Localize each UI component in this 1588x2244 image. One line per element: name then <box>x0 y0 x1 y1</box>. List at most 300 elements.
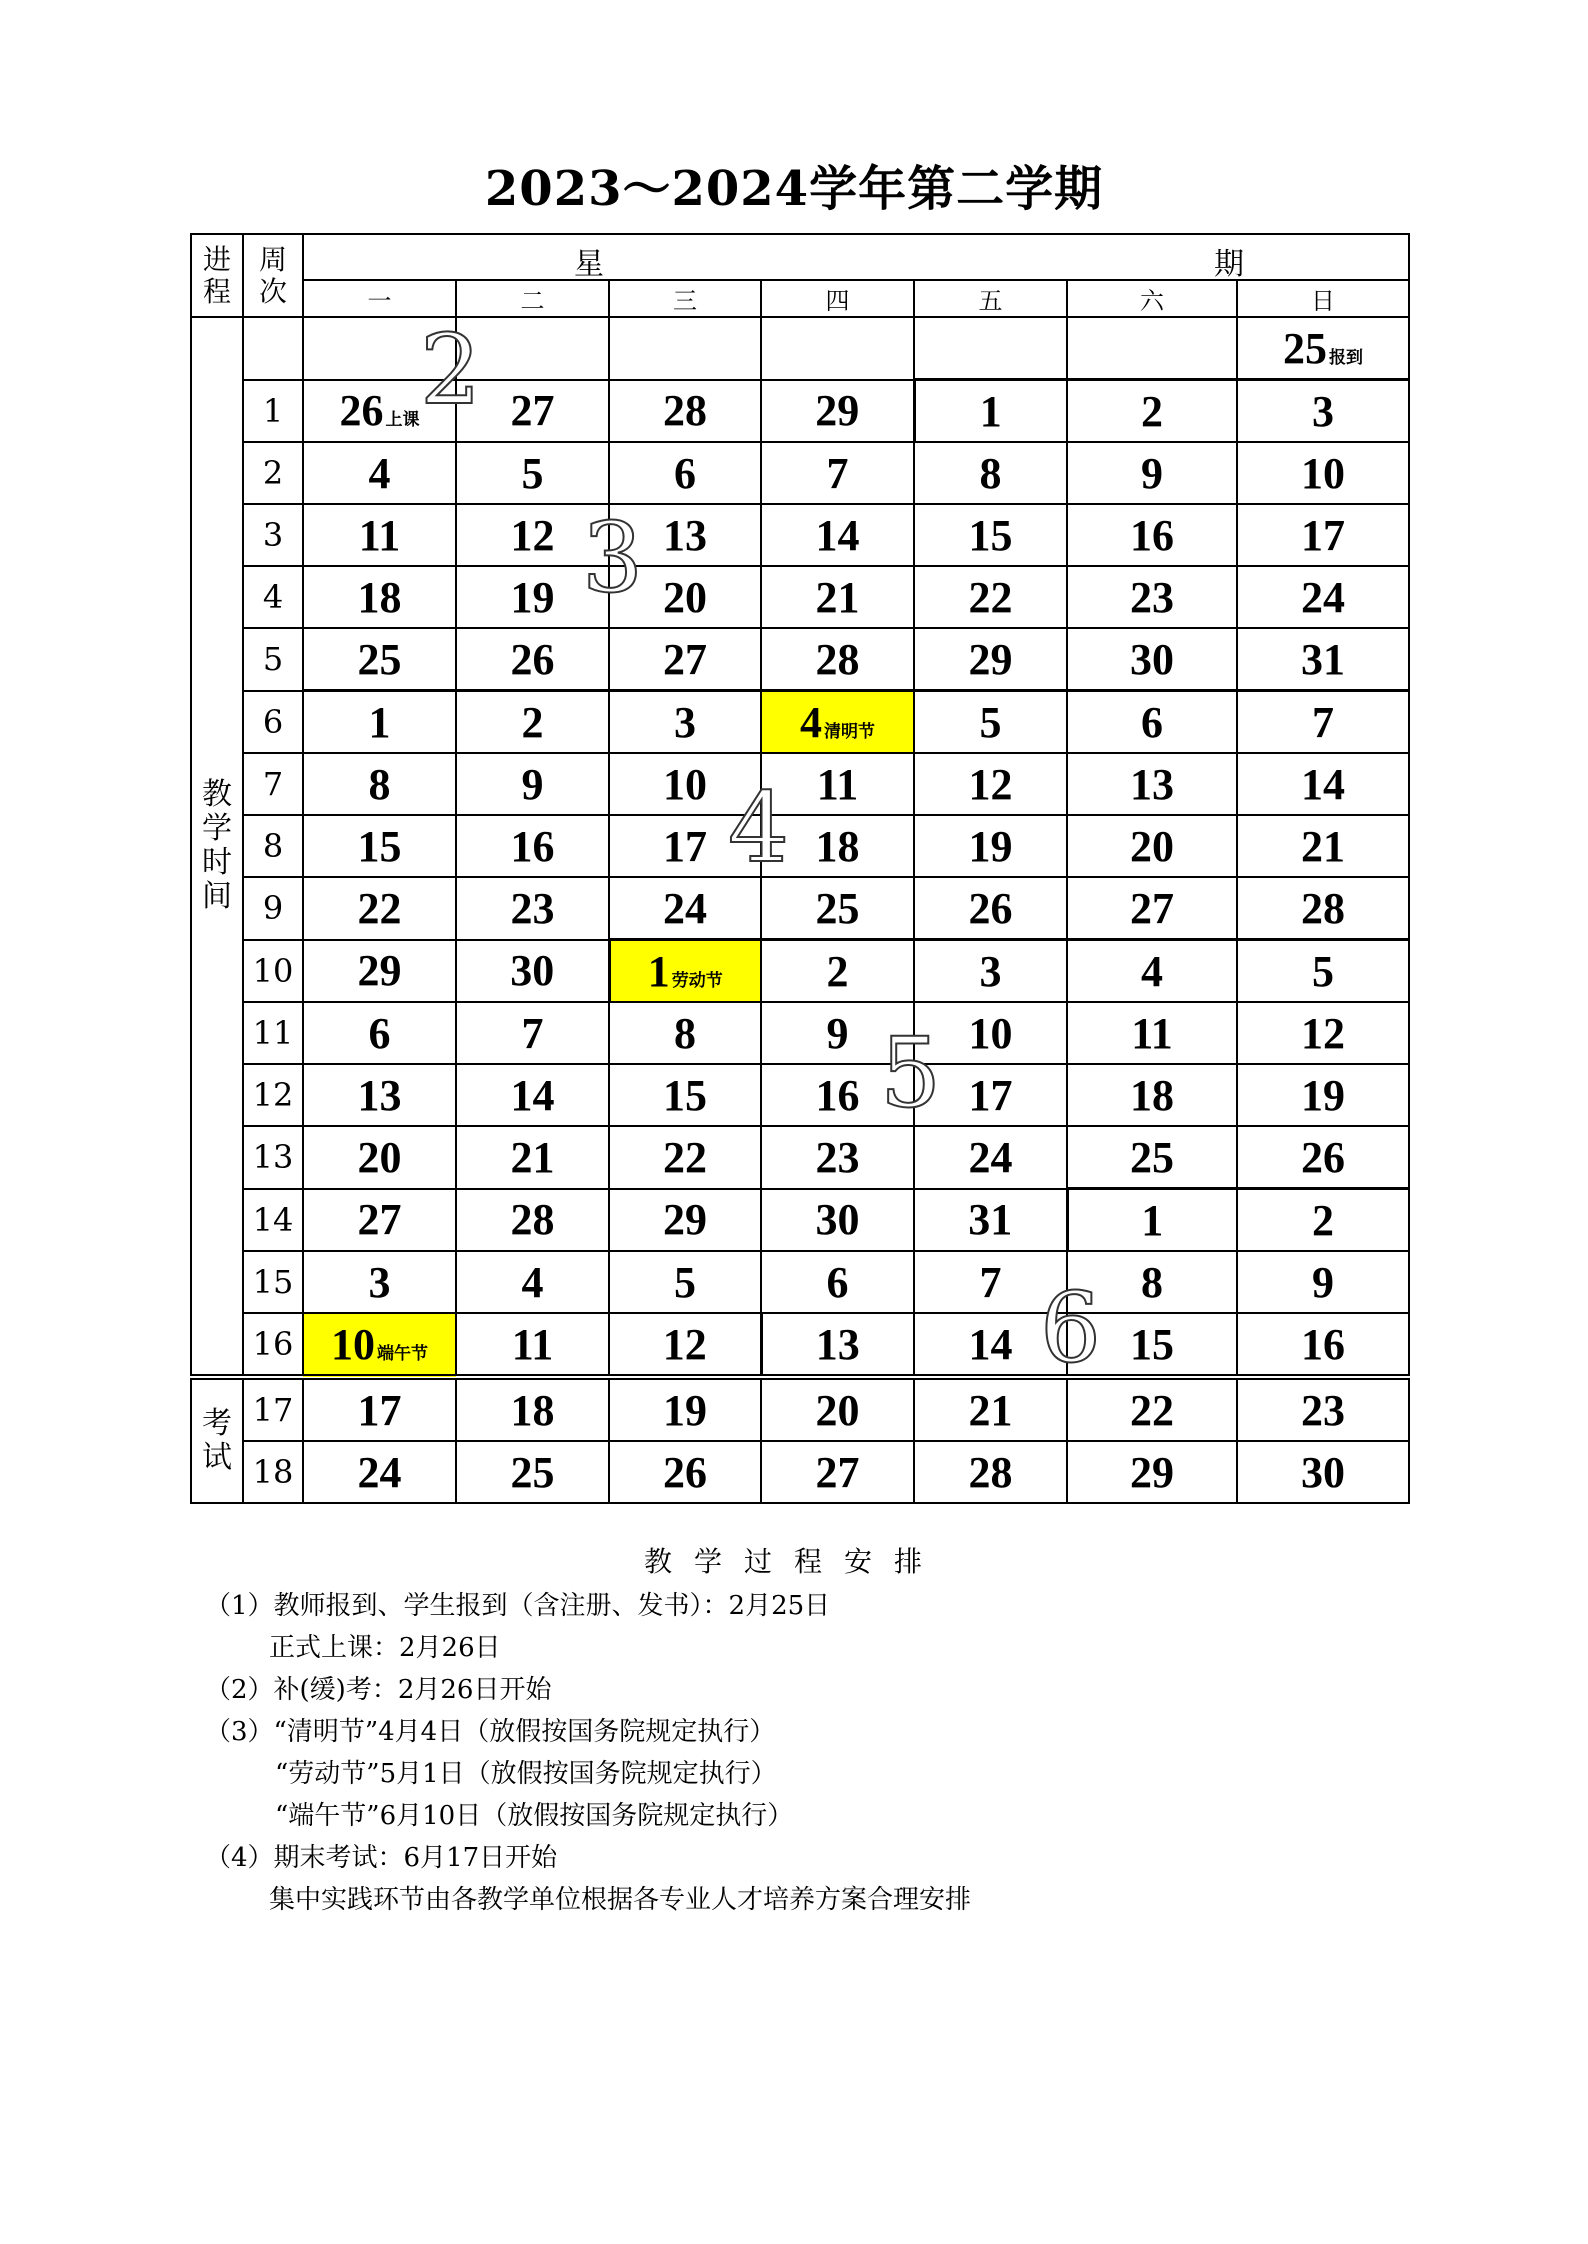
day-number: 18 <box>357 572 402 622</box>
day-cell <box>1237 877 1409 940</box>
day-number: 5 <box>674 1257 696 1307</box>
day-number: 29 <box>815 386 860 436</box>
week-row <box>191 380 1409 443</box>
day-number: 6 <box>368 1008 391 1058</box>
week-row <box>191 1189 1409 1252</box>
day-number: 10 <box>331 1319 375 1369</box>
day-number: 21 <box>968 1385 1013 1435</box>
day-number: 16 <box>815 1070 860 1120</box>
day-cell <box>456 691 609 754</box>
day-number: 9 <box>521 759 544 809</box>
day-cell <box>609 442 761 504</box>
day-number: 18 <box>1130 1070 1174 1120</box>
day-cell <box>1067 1189 1237 1252</box>
week-row <box>191 1251 1409 1313</box>
day-cell <box>1067 628 1237 691</box>
weekday-header: 日 <box>1237 280 1409 317</box>
week-number: 4 <box>243 566 303 628</box>
day-number: 8 <box>1141 1257 1163 1307</box>
day-cell <box>1237 566 1409 628</box>
day-number: 24 <box>1301 572 1346 622</box>
day-number: 21 <box>815 572 860 622</box>
day-cell <box>1237 1064 1409 1126</box>
day-cell <box>914 691 1067 754</box>
day-cell <box>914 504 1067 566</box>
day-number: 23 <box>1130 572 1174 622</box>
day-cell <box>456 1441 609 1503</box>
day-number: 10 <box>1301 448 1346 498</box>
day-cell <box>1237 628 1409 691</box>
day-number: 1 <box>647 946 670 996</box>
day-cell <box>303 1189 456 1252</box>
day-cell <box>609 877 761 940</box>
day-number: 11 <box>816 759 859 809</box>
day-number: 3 <box>1312 386 1335 436</box>
day-number: 14 <box>968 1319 1013 1369</box>
day-cell <box>609 566 761 628</box>
weekday-header: 二 <box>456 280 609 317</box>
day-cell <box>456 1189 609 1252</box>
day-note: 报到 <box>1329 347 1364 368</box>
day-number: 1 <box>1141 1195 1164 1245</box>
day-number: 30 <box>510 946 555 996</box>
day-cell <box>761 1064 914 1126</box>
day-number: 10 <box>663 759 707 809</box>
day-number: 30 <box>815 1195 860 1245</box>
day-number: 13 <box>663 510 707 560</box>
day-number: 19 <box>968 821 1013 871</box>
day-cell <box>1067 1251 1237 1313</box>
day-number: 2 <box>521 697 544 747</box>
day-number: 20 <box>357 1132 402 1182</box>
day-number: 7 <box>1312 697 1335 747</box>
day-cell <box>303 380 456 443</box>
week-number: 8 <box>243 815 303 877</box>
week-row <box>191 628 1409 691</box>
day-number: 4 <box>800 697 822 747</box>
day-cell <box>914 940 1067 1003</box>
day-cell <box>303 442 456 504</box>
day-number: 13 <box>815 1319 860 1369</box>
week-row <box>191 504 1409 566</box>
day-number: 6 <box>1141 697 1163 747</box>
note-line: （1）教师报到、学生报到（含注册、发书）：2月25日 <box>205 1591 831 1621</box>
day-cell <box>1067 1377 1237 1441</box>
day-number: 24 <box>968 1132 1013 1182</box>
day-cell <box>1067 566 1237 628</box>
month-marker-jun: 6 <box>1040 1272 1102 1384</box>
day-number: 26 <box>510 634 555 684</box>
day-number: 31 <box>968 1195 1013 1245</box>
day-cell <box>1237 691 1409 754</box>
month-marker-apr: 4 <box>728 772 790 884</box>
note-line: 集中实践环节由各教学单位根据各专业人才培养方案合理安排 <box>269 1885 972 1915</box>
weekday-group-header <box>303 234 1409 280</box>
day-cell <box>761 753 914 815</box>
day-cell <box>914 753 1067 815</box>
day-cell <box>1067 317 1237 380</box>
day-cell <box>1237 1002 1409 1064</box>
week-number: 14 <box>243 1189 303 1252</box>
note-line: “劳动节”5月1日（放假按国务院规定执行） <box>275 1759 777 1789</box>
day-number: 9 <box>1141 448 1163 498</box>
day-number: 14 <box>510 1070 555 1120</box>
day-cell <box>456 877 609 940</box>
day-cell <box>1067 1002 1237 1064</box>
page-title: 2023～2024学年第二学期 <box>484 161 1104 217</box>
day-number: 6 <box>674 448 696 498</box>
day-cell <box>609 815 761 877</box>
day-cell <box>456 628 609 691</box>
week-number: 17 <box>243 1377 303 1441</box>
week-number: 12 <box>243 1064 303 1126</box>
day-cell <box>1067 753 1237 815</box>
day-number: 13 <box>357 1070 402 1120</box>
day-cell <box>1237 1189 1409 1252</box>
exam-section-label: 考 试 <box>191 1377 243 1503</box>
day-number: 14 <box>1301 759 1346 809</box>
day-cell <box>456 1002 609 1064</box>
day-number: 26 <box>1301 1132 1346 1182</box>
day-cell <box>456 566 609 628</box>
day-number: 17 <box>663 821 707 871</box>
day-number: 15 <box>663 1070 707 1120</box>
holiday-cell <box>609 940 761 1003</box>
day-cell <box>761 1313 914 1377</box>
day-number: 14 <box>815 510 860 560</box>
week-number: 6 <box>243 691 303 754</box>
day-cell <box>456 940 609 1003</box>
day-cell <box>609 380 761 443</box>
day-number: 9 <box>826 1008 849 1058</box>
day-cell <box>1237 1377 1409 1441</box>
day-cell <box>609 504 761 566</box>
day-number: 27 <box>1130 883 1174 933</box>
day-cell <box>914 1441 1067 1503</box>
day-cell <box>1067 877 1237 940</box>
day-number: 24 <box>357 1447 402 1497</box>
notes-title: 教学过程安排 <box>643 1545 944 1578</box>
day-number: 27 <box>815 1447 860 1497</box>
day-cell <box>456 815 609 877</box>
day-cell <box>609 317 761 380</box>
day-cell <box>609 691 761 754</box>
day-number: 15 <box>357 821 402 871</box>
day-cell <box>303 317 456 380</box>
day-cell <box>914 566 1067 628</box>
day-cell <box>1237 442 1409 504</box>
day-number: 25 <box>815 883 860 933</box>
week-number: 1 <box>243 380 303 443</box>
progress-header: 进 程 <box>191 234 243 317</box>
day-number: 16 <box>1301 1319 1346 1369</box>
day-cell <box>303 1441 456 1503</box>
day-cell <box>1237 753 1409 815</box>
day-number: 2 <box>1141 386 1163 436</box>
day-number: 5 <box>979 697 1002 747</box>
week-number: 13 <box>243 1126 303 1189</box>
week-row <box>191 1313 1409 1377</box>
week-number <box>243 317 303 380</box>
day-number: 25 <box>1130 1132 1174 1182</box>
day-number: 28 <box>968 1447 1013 1497</box>
day-number: 1 <box>979 386 1002 436</box>
day-number: 22 <box>357 883 402 933</box>
day-cell <box>761 380 914 443</box>
week-row <box>191 753 1409 815</box>
day-number: 15 <box>968 510 1013 560</box>
day-number: 4 <box>521 1257 544 1307</box>
day-cell <box>456 442 609 504</box>
day-cell <box>1237 815 1409 877</box>
day-cell <box>761 940 914 1003</box>
day-number: 8 <box>979 448 1002 498</box>
day-number: 15 <box>1130 1319 1174 1369</box>
day-cell <box>303 504 456 566</box>
day-cell <box>609 1126 761 1189</box>
day-number: 22 <box>1130 1385 1174 1435</box>
day-cell <box>761 1251 914 1313</box>
day-number: 23 <box>1301 1385 1346 1435</box>
week-row <box>191 1002 1409 1064</box>
day-number: 23 <box>510 883 555 933</box>
day-cell <box>914 815 1067 877</box>
day-number: 4 <box>1141 946 1163 996</box>
day-cell <box>609 1313 761 1377</box>
day-cell <box>761 877 914 940</box>
day-number: 28 <box>663 386 707 436</box>
day-number: 3 <box>674 697 696 747</box>
day-cell <box>914 1251 1067 1313</box>
day-cell <box>456 753 609 815</box>
day-cell <box>303 1064 456 1126</box>
weekday-header: 六 <box>1067 280 1237 317</box>
day-cell <box>1237 1441 1409 1503</box>
day-number: 3 <box>368 1257 391 1307</box>
day-number: 11 <box>358 510 401 560</box>
day-number: 27 <box>663 634 707 684</box>
week-number: 5 <box>243 628 303 691</box>
day-number: 3 <box>979 946 1002 996</box>
day-number: 8 <box>674 1008 696 1058</box>
day-note: 端午节 <box>377 1343 428 1364</box>
day-number: 17 <box>1301 510 1346 560</box>
day-number: 29 <box>968 634 1013 684</box>
day-cell <box>914 317 1067 380</box>
day-cell <box>914 877 1067 940</box>
day-number: 21 <box>1301 821 1346 871</box>
day-cell <box>1067 504 1237 566</box>
note-line: （2）补(缓)考：2月26日开始 <box>205 1675 552 1705</box>
day-cell <box>303 1126 456 1189</box>
day-cell <box>303 877 456 940</box>
day-cell <box>914 1064 1067 1126</box>
day-number: 30 <box>1301 1447 1346 1497</box>
day-number: 16 <box>510 821 555 871</box>
week-row <box>191 317 1409 380</box>
day-cell <box>761 1441 914 1503</box>
week-row <box>191 691 1409 754</box>
day-cell <box>456 1251 609 1313</box>
day-number: 18 <box>510 1385 555 1435</box>
day-cell <box>1067 442 1237 504</box>
day-cell <box>609 1064 761 1126</box>
day-cell <box>456 1064 609 1126</box>
day-cell <box>456 1377 609 1441</box>
day-number: 30 <box>1130 634 1174 684</box>
day-cell <box>456 380 609 443</box>
holiday-cell <box>761 691 914 754</box>
weekday-header: 三 <box>609 280 761 317</box>
week-number: 10 <box>243 940 303 1003</box>
day-number: 12 <box>1301 1008 1346 1058</box>
day-number: 2 <box>1312 1195 1335 1245</box>
day-number: 7 <box>521 1008 544 1058</box>
day-cell <box>761 628 914 691</box>
day-number: 12 <box>662 1319 707 1369</box>
day-number: 12 <box>510 510 555 560</box>
day-number: 10 <box>968 1008 1013 1058</box>
day-cell <box>1067 1126 1237 1189</box>
day-number: 12 <box>968 759 1013 809</box>
week-number: 11 <box>243 1002 303 1064</box>
day-cell <box>1237 504 1409 566</box>
day-number: 5 <box>1312 946 1335 996</box>
day-cell <box>303 1002 456 1064</box>
day-cell <box>609 628 761 691</box>
day-number: 19 <box>1301 1070 1346 1120</box>
day-cell <box>914 1002 1067 1064</box>
day-number: 11 <box>1131 1008 1173 1058</box>
week-number: 2 <box>243 442 303 504</box>
weekday-header: 四 <box>761 280 914 317</box>
day-number: 24 <box>663 883 707 933</box>
day-number: 28 <box>510 1195 555 1245</box>
note-line: “端午节”6月10日（放假按国务院规定执行） <box>275 1801 794 1831</box>
day-number: 20 <box>663 572 707 622</box>
holiday-cell <box>303 1313 456 1377</box>
day-cell <box>1067 380 1237 443</box>
day-number: 25 <box>1283 323 1328 373</box>
day-cell <box>1067 691 1237 754</box>
week-number: 9 <box>243 877 303 940</box>
day-cell <box>1237 317 1409 380</box>
day-cell <box>456 1126 609 1189</box>
week-row <box>191 877 1409 940</box>
day-number: 21 <box>510 1132 555 1182</box>
day-number: 28 <box>815 634 860 684</box>
week-number: 7 <box>243 753 303 815</box>
day-cell <box>1067 815 1237 877</box>
week-number: 16 <box>243 1313 303 1377</box>
day-cell <box>914 1189 1067 1252</box>
day-number: 7 <box>979 1257 1002 1307</box>
day-number: 26 <box>968 883 1013 933</box>
day-cell <box>303 1377 456 1441</box>
day-cell <box>1237 940 1409 1003</box>
day-cell <box>914 1313 1067 1377</box>
day-note: 清明节 <box>824 721 875 742</box>
day-cell <box>1067 940 1237 1003</box>
week-header: 周 次 <box>243 234 303 317</box>
day-cell <box>456 504 609 566</box>
month-marker-feb: 2 <box>420 314 482 426</box>
day-cell <box>761 1189 914 1252</box>
day-cell <box>1237 1126 1409 1189</box>
day-note: 上课 <box>385 410 420 431</box>
day-cell <box>914 1377 1067 1441</box>
day-cell <box>609 1251 761 1313</box>
day-cell <box>1237 1251 1409 1313</box>
day-number: 9 <box>1312 1257 1335 1307</box>
week-row <box>191 940 1409 1003</box>
notes-list <box>205 1585 1455 1921</box>
month-marker-mar: 3 <box>582 502 644 614</box>
day-cell <box>914 380 1067 443</box>
week-row <box>191 1126 1409 1189</box>
week-row <box>191 1377 1409 1441</box>
day-cell <box>761 504 914 566</box>
week-number: 3 <box>243 504 303 566</box>
day-number: 20 <box>815 1385 860 1435</box>
day-cell <box>303 753 456 815</box>
week-number: 15 <box>243 1251 303 1313</box>
day-cell <box>914 442 1067 504</box>
day-number: 22 <box>968 572 1013 622</box>
day-number: 26 <box>339 386 384 436</box>
day-cell <box>303 691 456 754</box>
day-cell <box>303 940 456 1003</box>
day-number: 5 <box>521 448 544 498</box>
day-cell <box>761 815 914 877</box>
day-number: 29 <box>1130 1447 1174 1497</box>
day-cell <box>1237 1313 1409 1377</box>
day-cell <box>456 317 609 380</box>
day-number: 20 <box>1130 821 1174 871</box>
week-row <box>191 815 1409 877</box>
day-number: 17 <box>968 1070 1013 1120</box>
day-number: 4 <box>368 448 391 498</box>
week-number: 18 <box>243 1441 303 1503</box>
weekday-header: 一 <box>303 280 456 317</box>
day-number: 31 <box>1301 634 1346 684</box>
day-cell <box>609 753 761 815</box>
day-number: 29 <box>663 1195 707 1245</box>
weekday-header-left: 星 <box>574 247 604 282</box>
day-number: 22 <box>663 1132 707 1182</box>
day-cell <box>761 317 914 380</box>
note-line: 正式上课：2月26日 <box>269 1633 501 1663</box>
day-cell <box>609 1189 761 1252</box>
day-number: 8 <box>368 759 391 809</box>
day-number: 28 <box>1301 883 1346 933</box>
week-row <box>191 566 1409 628</box>
day-number: 17 <box>357 1385 402 1435</box>
week-row <box>191 1441 1409 1503</box>
day-number: 13 <box>1130 759 1174 809</box>
day-cell <box>609 1441 761 1503</box>
day-cell <box>761 1126 914 1189</box>
day-number: 16 <box>1130 510 1174 560</box>
day-number: 25 <box>510 1447 555 1497</box>
day-number: 27 <box>510 386 555 436</box>
day-number: 2 <box>826 946 849 996</box>
week-row <box>191 1064 1409 1126</box>
day-cell <box>914 628 1067 691</box>
day-number: 7 <box>826 448 849 498</box>
day-note: 劳动节 <box>671 970 723 991</box>
day-cell <box>303 566 456 628</box>
